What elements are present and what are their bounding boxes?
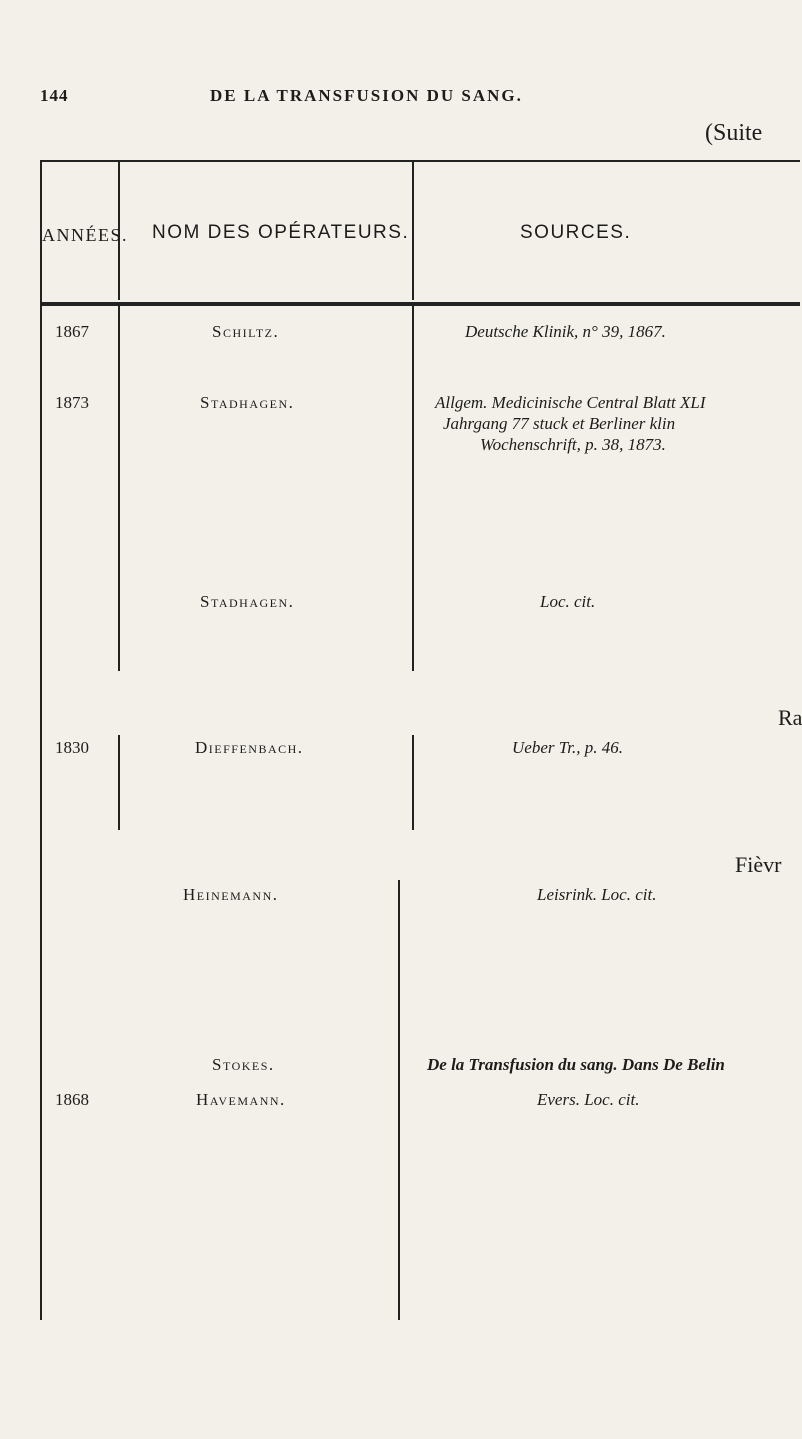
column-divider-2-b xyxy=(412,735,414,830)
year-cell: 1830 xyxy=(55,738,89,757)
continuation-label: (Suite xyxy=(705,120,763,146)
operator-cell: Havemann. xyxy=(196,1090,286,1109)
column-header-operators: NOM DES OPÉRATEURS. xyxy=(152,222,410,243)
year-cell: 1867 xyxy=(55,322,89,341)
operator-cell: Heinemann. xyxy=(183,885,279,904)
column-header-years: ANNÉES. xyxy=(42,225,128,245)
column-divider-1-b xyxy=(118,735,120,830)
column-divider-1-a xyxy=(118,306,120,671)
year-cell: 1873 xyxy=(55,393,89,412)
operator-cell: Stadhagen. xyxy=(200,592,295,611)
margin-note: Ra xyxy=(778,705,802,730)
source-cell: Evers. Loc. cit. xyxy=(537,1090,640,1109)
column-divider-2-a xyxy=(412,306,414,671)
column-divider-2-header xyxy=(412,160,414,300)
operator-cell: Dieffenbach. xyxy=(195,738,304,757)
column-divider-2-c xyxy=(398,880,400,1320)
source-line: Jahrgang 77 stuck et Berliner klin xyxy=(443,414,676,433)
source-cell: De la Transfusion du sang. Dans De Belin xyxy=(427,1055,725,1074)
source-cell: Deutsche Klinik, n° 39, 1867. xyxy=(465,322,666,341)
table-left-border xyxy=(40,160,42,1320)
operator-cell: Stadhagen. xyxy=(200,393,295,412)
column-header-sources: SOURCES. xyxy=(520,222,632,243)
operator-cell: Stokes. xyxy=(212,1055,275,1074)
source-line: Wochenschrift, p. 38, 1873. xyxy=(480,435,666,454)
source-cell: Loc. cit. xyxy=(540,592,596,611)
margin-note: Fièvr xyxy=(735,852,782,877)
header-bottom-rule xyxy=(40,302,800,306)
source-cell: Leisrink. Loc. cit. xyxy=(537,885,657,904)
source-line: Allgem. Medicinische Central Blatt XLI xyxy=(435,393,706,412)
table-top-rule xyxy=(40,160,800,162)
source-cell: Ueber Tr., p. 46. xyxy=(512,738,623,757)
running-title: DE LA TRANSFUSION DU SANG. xyxy=(210,86,523,105)
operator-cell: Schiltz. xyxy=(212,322,280,341)
year-cell: 1868 xyxy=(55,1090,89,1109)
page-number: 144 xyxy=(40,86,69,105)
